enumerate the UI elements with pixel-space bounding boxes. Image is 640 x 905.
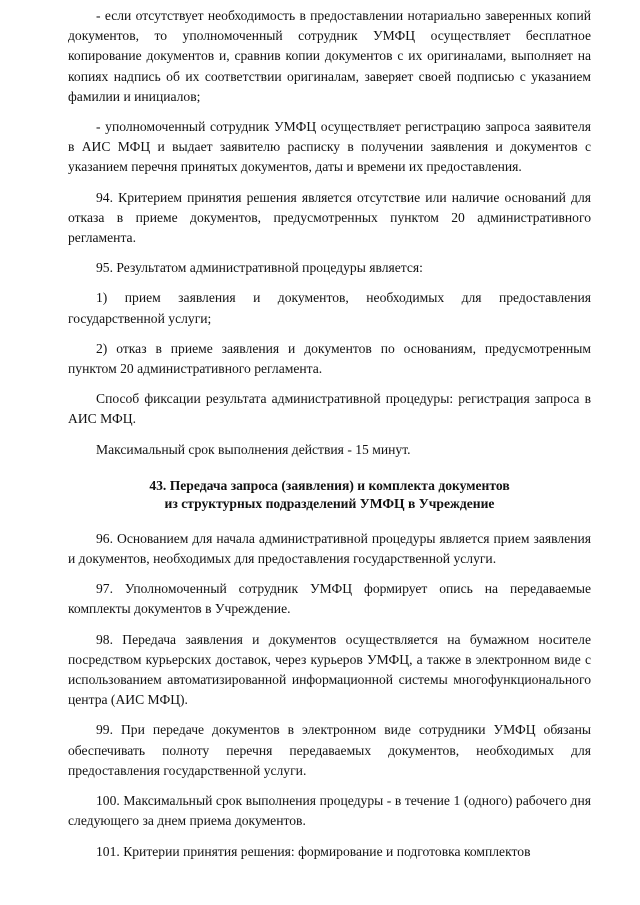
paragraph-copying: - если отсутствует необходимость в предоставлении нотариально заверенных копий документов, то уполномоченный сотрудник УМФЦ осуществляет бесплатное копирование документов и, сравнив копии документов с их оригиналами, выполняет на копиях надпись об их соответствии оригиналам, заверяет своей подписью с указанием фамилии и инициалов; [68,8,591,104]
paragraph-fixation-method: Способ фиксации результата административной процедуры: регистрация запроса в АИС МФЦ. [68,391,591,427]
paragraph-result-1: 1) прием заявления и документов, необходимых для предоставления государственной услуги; [68,290,591,326]
section-heading-line2: из структурных подразделений УМФЦ в Учреждение [164,495,495,511]
paragraph-100: 100. Максимальный срок выполнения процедуры - в течение 1 (одного) рабочего дня следующего за днем приема документов. [68,793,591,829]
paragraph-registration: - уполномоченный сотрудник УМФЦ осуществляет регистрацию запроса заявителя в АИС МФЦ и выдает заявителю расписку в получении заявления и документов с указанием перечня принятых документов, даты и времени их предоставления. [68,119,591,175]
paragraph-98: 98. Передача заявления и документов осуществляется на бумажном носителе посредством курьерских доставок, через курьеров УМФЦ, а также в электронном виде с использованием автоматизированной информационной системы многофункционального центра (АИС МФЦ). [68,631,591,708]
paragraph-94: 94. Критерием принятия решения является отсутствие или наличие оснований для отказа в приеме документов, предусмотренных пунктом 20 административного регламента. [68,189,591,246]
paragraph-99: 99. При передаче документов в электронном виде сотрудники УМФЦ обязаны обеспечивать полноту перечня передаваемых документов, необходимых для предоставления государственной услуги. [68,722,591,778]
paragraph-101: 101. Критерии принятия решения: формирование и подготовка комплектов [96,843,531,859]
section-heading [68,477,591,513]
paragraph-97: 97. Уполномоченный сотрудник УМФЦ формирует опись на передаваемые комплекты документов в Учреждение. [68,581,591,617]
paragraph-result-2: 2) отказ в приеме заявления и документов по основаниям, предусмотренным пунктом 20 административного регламента. [68,340,591,377]
paragraph-95: 95. Результатом административной процедуры является: [96,260,423,276]
paragraph-96: 96. Основанием для начала административной процедуры является прием заявления и документов, необходимых для предоставления государственной услуги. [68,530,591,567]
paragraph-max-time: Максимальный срок выполнения действия - 15 минут. [96,441,411,457]
document-page [68,6,591,862]
section-heading-line1: 43. Передача запроса (заявления) и комплекта документов [149,477,510,493]
